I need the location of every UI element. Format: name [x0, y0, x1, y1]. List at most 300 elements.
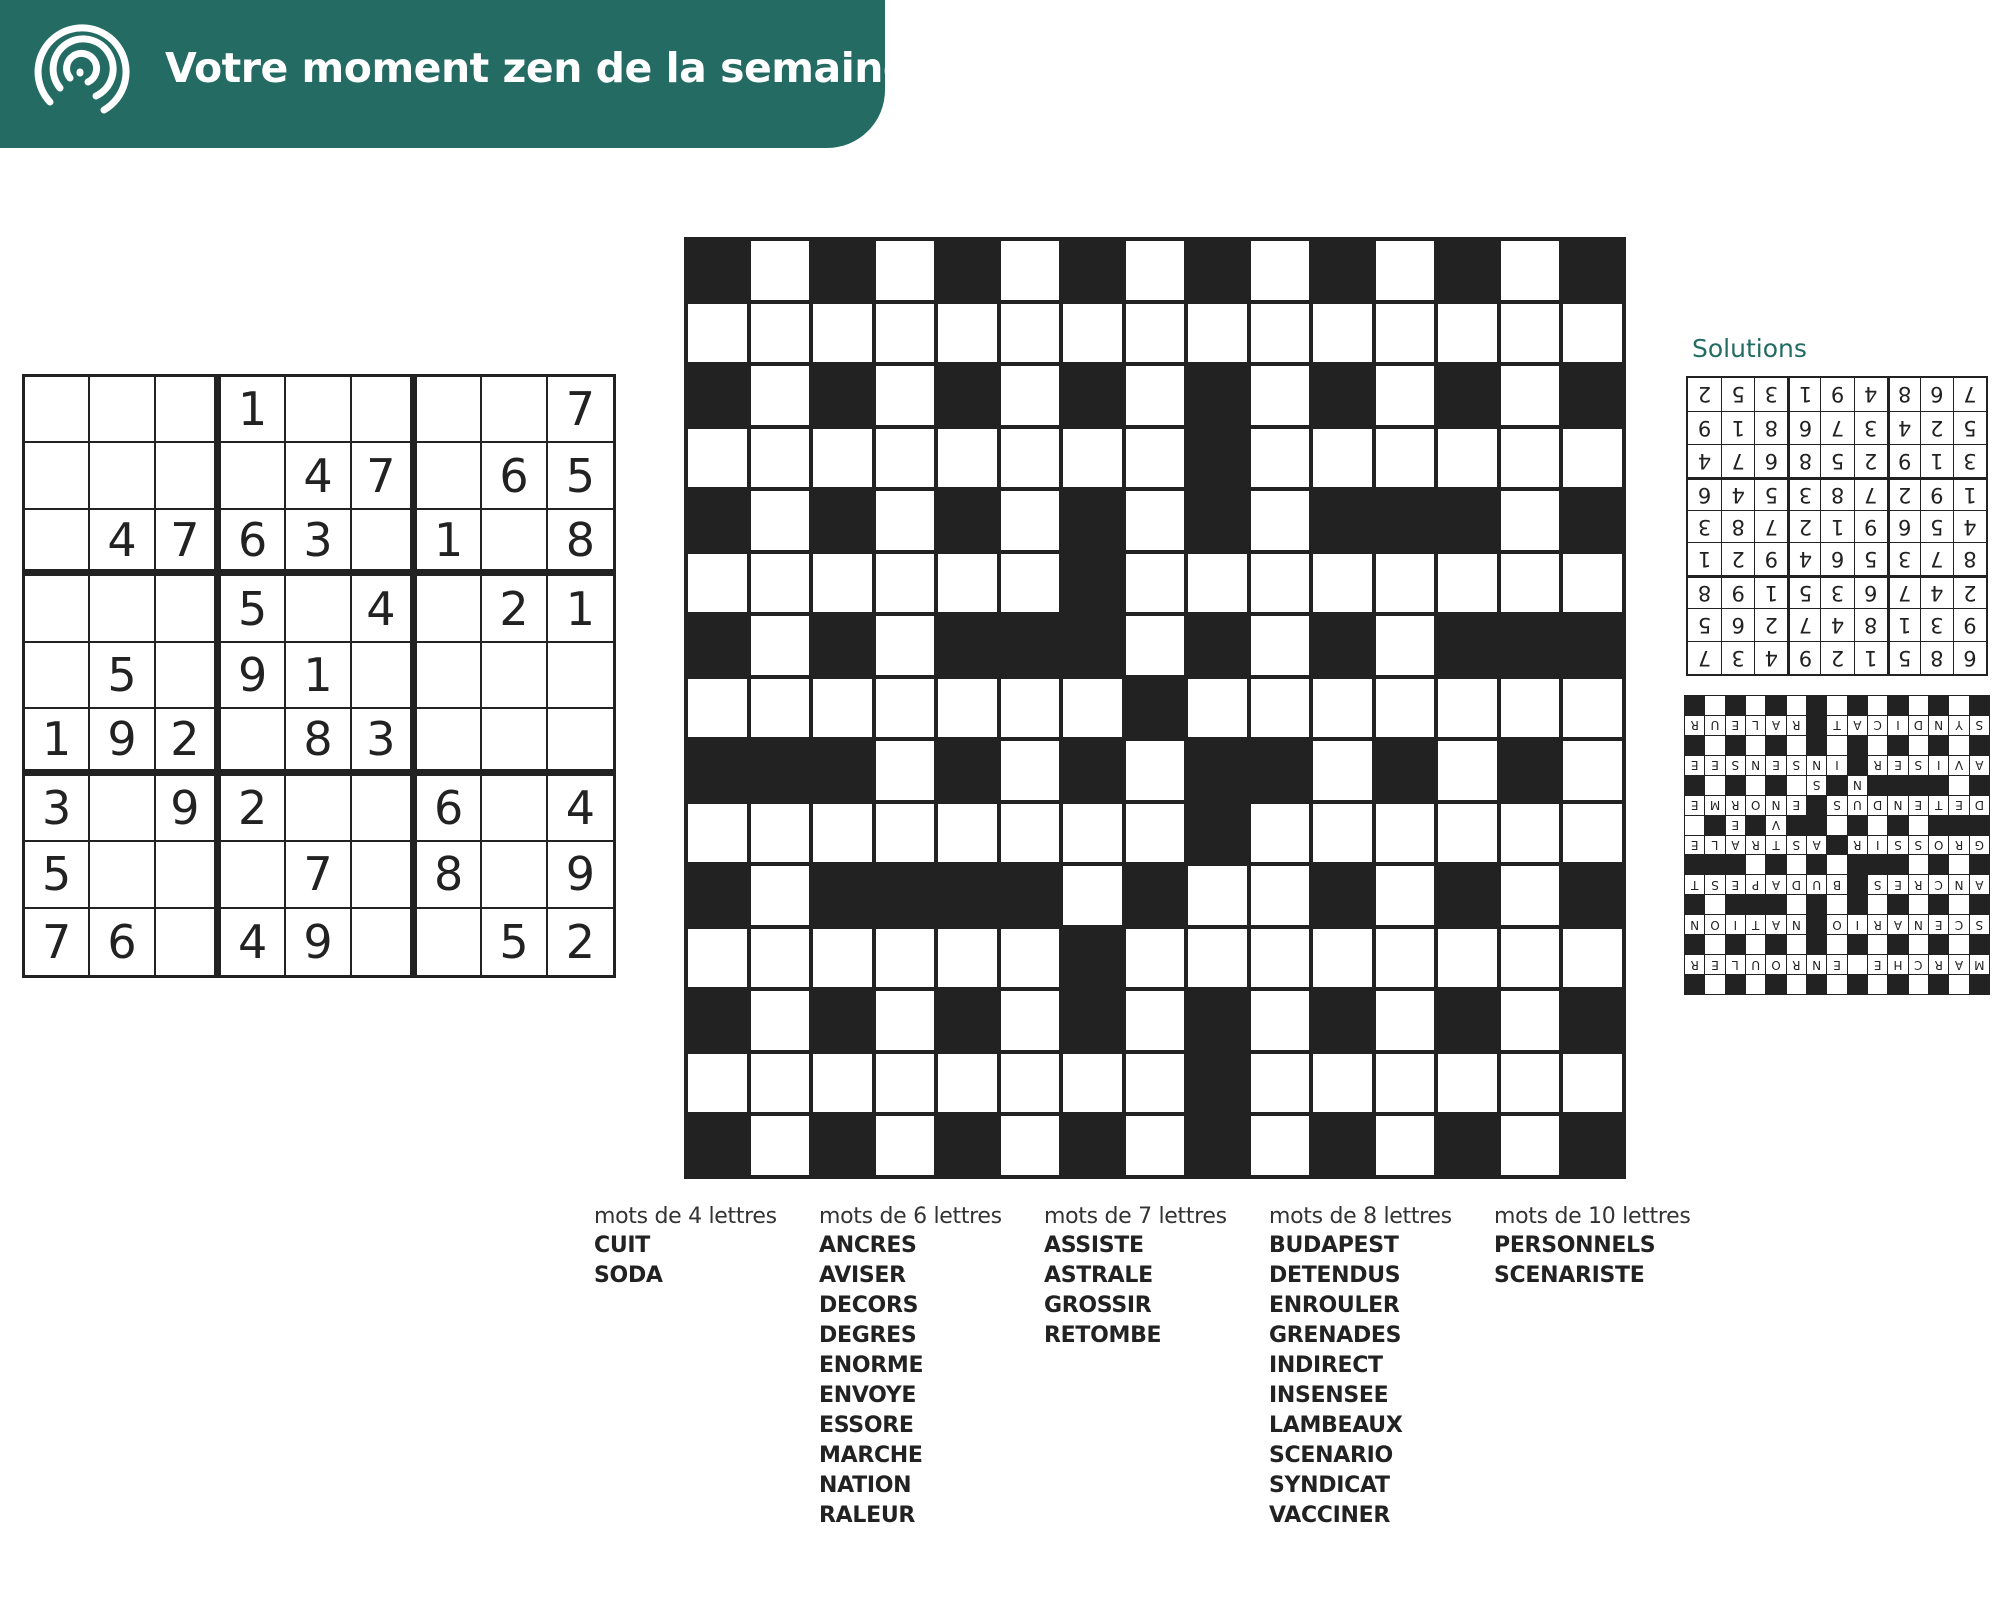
sudoku-cell: 6 — [221, 510, 286, 576]
crossword-white-cell — [1188, 929, 1247, 988]
sudoku-cell — [156, 443, 221, 509]
crossword-white-cell — [876, 304, 935, 363]
crossword-solution-cell — [1766, 736, 1785, 755]
crossword-solution-cell — [1685, 895, 1704, 914]
crossword-white-cell — [1313, 804, 1372, 863]
crossword-black-cell — [938, 741, 997, 800]
sudoku-solution-cell: 9 — [1688, 411, 1721, 444]
crossword-solution-cell: T — [1766, 836, 1785, 855]
crossword-black-cell — [688, 616, 747, 675]
crossword-solution-cell: A — [1726, 836, 1745, 855]
crossword-white-cell — [1063, 304, 1122, 363]
sudoku-solution-cell: 3 — [1920, 608, 1953, 641]
word-list-column — [1044, 1204, 1264, 1351]
crossword-solution-cell: N — [1807, 955, 1826, 974]
sudoku-solution-cell: 1 — [1920, 444, 1953, 477]
word-list — [594, 1231, 814, 1291]
crossword-solution-cell — [1787, 935, 1806, 954]
crossword-solution-cell — [1868, 855, 1887, 874]
crossword-solution-cell: R — [1746, 836, 1765, 855]
sudoku-cell: 5 — [548, 443, 613, 509]
crossword-white-cell — [688, 1054, 747, 1113]
crossword-solution-cell: C — [1868, 716, 1887, 735]
crossword-solution-cell: E — [1726, 816, 1745, 835]
sudoku-cell: 6 — [90, 909, 155, 975]
sudoku-cell — [482, 776, 547, 842]
sudoku-cell — [286, 576, 351, 642]
sudoku-solution-cell: 4 — [1754, 641, 1787, 674]
crossword-grid — [684, 237, 1626, 1179]
crossword-solution-cell — [1848, 816, 1867, 835]
crossword-white-cell — [1563, 804, 1622, 863]
crossword-white-cell — [938, 679, 997, 738]
crossword-white-cell — [1001, 679, 1060, 738]
crossword-white-cell — [938, 554, 997, 613]
crossword-black-cell — [1063, 491, 1122, 550]
crossword-solution-cell: D — [1909, 716, 1928, 735]
crossword-solution-cell: N — [1787, 915, 1806, 934]
sudoku-cell: 6 — [417, 776, 482, 842]
crossword-white-cell — [1001, 929, 1060, 988]
crossword-white-cell — [1501, 304, 1560, 363]
crossword-solution-cell: I — [1726, 915, 1745, 934]
sudoku-cell — [156, 576, 221, 642]
crossword-white-cell — [1501, 366, 1560, 425]
crossword-black-cell — [1438, 866, 1497, 925]
crossword-white-cell — [1376, 554, 1435, 613]
crossword-solution-cell: S — [1888, 836, 1907, 855]
crossword-solution-cell: E — [1705, 756, 1724, 775]
crossword-white-cell — [1313, 554, 1372, 613]
crossword-solution-cell — [1888, 736, 1907, 755]
sudoku-solution-cell: 1 — [1787, 378, 1820, 411]
crossword-solution-cell: U — [1807, 875, 1826, 894]
crossword-white-cell — [1188, 679, 1247, 738]
crossword-white-cell — [1001, 366, 1060, 425]
sudoku-solution-cell: 8 — [1721, 510, 1754, 543]
crossword-black-cell — [688, 866, 747, 925]
crossword-solution-cell — [1787, 816, 1806, 835]
sudoku-solution-cell: 5 — [1820, 444, 1853, 477]
crossword-white-cell — [1501, 679, 1560, 738]
crossword-solution-cell — [1848, 935, 1867, 954]
crossword-solution-cell — [1705, 855, 1724, 874]
crossword-solution-cell: A — [1766, 875, 1785, 894]
sudoku-cell — [417, 909, 482, 975]
crossword-solution-cell: N — [1888, 796, 1907, 815]
sudoku-solution-cell: 3 — [1688, 510, 1721, 543]
crossword-solution-cell — [1807, 975, 1826, 994]
crossword-solution-cell: I — [1848, 915, 1867, 934]
crossword-white-cell — [1376, 679, 1435, 738]
crossword-white-cell — [1501, 866, 1560, 925]
sudoku-cell — [25, 510, 90, 576]
crossword-solution-cell — [1726, 776, 1745, 795]
crossword-white-cell — [751, 804, 810, 863]
crossword-solution-cell: R — [1787, 716, 1806, 735]
sudoku-solution-cell: 8 — [1953, 542, 1986, 575]
crossword-black-cell — [813, 241, 872, 300]
crossword-white-cell — [1001, 241, 1060, 300]
crossword-white-cell — [1251, 491, 1310, 550]
sudoku-cell — [482, 709, 547, 775]
crossword-solution-cell — [1705, 776, 1724, 795]
crossword-solution-cell — [1868, 895, 1887, 914]
crossword-white-cell — [1001, 991, 1060, 1050]
sudoku-cell: 3 — [25, 776, 90, 842]
crossword-solution-cell — [1787, 696, 1806, 715]
crossword-solution-cell — [1705, 895, 1724, 914]
crossword-black-cell — [1313, 991, 1372, 1050]
crossword-white-cell — [1501, 991, 1560, 1050]
crossword-white-cell — [1251, 616, 1310, 675]
crossword-solution-cell: O — [1705, 915, 1724, 934]
crossword-black-cell — [1563, 866, 1622, 925]
crossword-black-cell — [938, 866, 997, 925]
crossword-solution-cell — [1868, 736, 1887, 755]
sudoku-solution-cell: 9 — [1820, 378, 1853, 411]
crossword-white-cell — [1188, 866, 1247, 925]
crossword-white-cell — [688, 679, 747, 738]
crossword-solution-cell: G — [1970, 836, 1989, 855]
crossword-black-cell — [1438, 366, 1497, 425]
crossword-black-cell — [813, 866, 872, 925]
crossword-white-cell — [1126, 1116, 1185, 1175]
sudoku-solution-cell: 8 — [1854, 608, 1887, 641]
crossword-solution-cell: S — [1705, 875, 1724, 894]
crossword-white-cell — [1251, 554, 1310, 613]
sudoku-solution-cell: 4 — [1820, 608, 1853, 641]
crossword-solution-cell — [1970, 975, 1989, 994]
crossword-solution-cell — [1909, 776, 1928, 795]
crossword-white-cell — [751, 679, 810, 738]
crossword-solution-cell: S — [1970, 716, 1989, 735]
crossword-solution-cell: R — [1848, 836, 1867, 855]
crossword-white-cell — [688, 304, 747, 363]
crossword-solution-cell — [1848, 895, 1867, 914]
crossword-white-cell — [1376, 991, 1435, 1050]
sudoku-cell — [90, 377, 155, 443]
sudoku-solution-cell: 3 — [1854, 411, 1887, 444]
crossword-solution-cell — [1868, 816, 1887, 835]
sudoku-solution-cell: 5 — [1754, 477, 1787, 510]
sudoku-cell — [221, 709, 286, 775]
page-title: Votre moment zen de la semaine — [165, 44, 911, 92]
sudoku-solution-cell: 5 — [1953, 411, 1986, 444]
crossword-white-cell — [751, 1054, 810, 1113]
word-item: ASTRALE — [1044, 1263, 1153, 1288]
sudoku-solution-cell: 6 — [1721, 608, 1754, 641]
crossword-solution-cell — [1949, 895, 1968, 914]
crossword-black-cell — [1001, 866, 1060, 925]
word-item: SODA — [594, 1263, 663, 1288]
crossword-solution-cell — [1970, 895, 1989, 914]
crossword-black-cell — [1063, 1116, 1122, 1175]
sudoku-solution-cell: 1 — [1854, 641, 1887, 674]
sudoku-solution-cell: 5 — [1688, 608, 1721, 641]
sudoku-cell — [221, 443, 286, 509]
sudoku-solution-cell: 9 — [1887, 444, 1920, 477]
crossword-black-cell — [1063, 554, 1122, 613]
crossword-solution-cell — [1909, 816, 1928, 835]
crossword-solution-cell — [1868, 975, 1887, 994]
crossword-white-cell — [1126, 929, 1185, 988]
crossword-white-cell — [938, 304, 997, 363]
sudoku-solution-cell: 1 — [1820, 510, 1853, 543]
crossword-white-cell — [1001, 1116, 1060, 1175]
crossword-white-cell — [1438, 1054, 1497, 1113]
sudoku-cell — [352, 377, 417, 443]
crossword-solution-cell: R — [1685, 955, 1704, 974]
crossword-solution-cell: B — [1827, 875, 1846, 894]
crossword-solution-grid — [1684, 695, 1990, 995]
sudoku-cell — [482, 842, 547, 908]
crossword-black-cell — [938, 616, 997, 675]
crossword-solution-cell: E — [1888, 756, 1907, 775]
sudoku-solution-cell: 1 — [1754, 575, 1787, 608]
crossword-white-cell — [1438, 304, 1497, 363]
crossword-white-cell — [813, 429, 872, 488]
crossword-black-cell — [1188, 491, 1247, 550]
crossword-white-cell — [751, 304, 810, 363]
crossword-solution-cell — [1807, 716, 1826, 735]
crossword-solution-cell: L — [1726, 955, 1745, 974]
word-item: BUDAPEST — [1269, 1233, 1399, 1258]
sudoku-solution-cell: 1 — [1953, 477, 1986, 510]
crossword-solution-cell: A — [1970, 756, 1989, 775]
word-list — [1494, 1231, 1714, 1291]
crossword-white-cell — [1501, 491, 1560, 550]
crossword-solution-cell: A — [1848, 716, 1867, 735]
crossword-white-cell — [751, 366, 810, 425]
crossword-solution-cell: E — [1766, 756, 1785, 775]
crossword-solution-cell — [1726, 855, 1745, 874]
crossword-white-cell — [813, 929, 872, 988]
crossword-solution-cell: A — [1888, 915, 1907, 934]
crossword-solution-cell: C — [1929, 875, 1948, 894]
sudoku-cell — [25, 443, 90, 509]
crossword-black-cell — [1001, 616, 1060, 675]
crossword-solution-cell — [1746, 776, 1765, 795]
sudoku-cell — [221, 842, 286, 908]
sudoku-cell: 4 — [548, 776, 613, 842]
crossword-solution-cell — [1929, 975, 1948, 994]
crossword-white-cell — [1251, 304, 1310, 363]
crossword-white-cell — [1126, 366, 1185, 425]
crossword-solution-cell — [1766, 975, 1785, 994]
crossword-white-cell — [938, 429, 997, 488]
crossword-white-cell — [1188, 554, 1247, 613]
crossword-solution-cell — [1848, 955, 1867, 974]
crossword-black-cell — [1563, 491, 1622, 550]
sudoku-cell: 4 — [352, 576, 417, 642]
crossword-solution-cell — [1685, 935, 1704, 954]
crossword-solution-cell — [1929, 696, 1948, 715]
crossword-solution-cell — [1868, 696, 1887, 715]
crossword-solution-cell: E — [1685, 836, 1704, 855]
word-list — [819, 1231, 1039, 1531]
word-item: GRENADES — [1269, 1323, 1402, 1348]
sudoku-solution-cell: 8 — [1754, 411, 1787, 444]
crossword-solution-cell — [1909, 935, 1928, 954]
crossword-black-cell — [1501, 741, 1560, 800]
crossword-solution-cell — [1827, 855, 1846, 874]
crossword-solution-cell — [1746, 736, 1765, 755]
crossword-solution-cell: E — [1705, 955, 1724, 974]
crossword-solution-cell — [1685, 736, 1704, 755]
crossword-white-cell — [1251, 991, 1310, 1050]
sudoku-solution-cell: 7 — [1854, 477, 1887, 510]
crossword-solution-cell: O — [1929, 836, 1948, 855]
sudoku-cell: 9 — [156, 776, 221, 842]
sudoku-cell — [417, 576, 482, 642]
sudoku-cell: 7 — [548, 377, 613, 443]
crossword-black-cell — [1313, 866, 1372, 925]
word-list-column — [1269, 1204, 1489, 1531]
crossword-solution-cell — [1970, 816, 1989, 835]
sudoku-cell: 5 — [90, 643, 155, 709]
sudoku-solution-cell: 7 — [1754, 510, 1787, 543]
sudoku-solution-cell: 8 — [1688, 575, 1721, 608]
crossword-white-cell — [1438, 554, 1497, 613]
sudoku-solution-cell: 4 — [1854, 378, 1887, 411]
crossword-solution-cell: R — [1868, 915, 1887, 934]
crossword-white-cell — [1313, 929, 1372, 988]
crossword-white-cell — [1313, 1054, 1372, 1113]
header-banner — [0, 0, 911, 148]
crossword-white-cell — [813, 679, 872, 738]
crossword-solution-cell: T — [1929, 796, 1948, 815]
crossword-solution-cell: O — [1827, 915, 1846, 934]
crossword-solution-cell — [1787, 895, 1806, 914]
sudoku-cell — [90, 443, 155, 509]
sudoku-solution-cell: 8 — [1920, 641, 1953, 674]
crossword-white-cell — [1126, 991, 1185, 1050]
crossword-solution-cell — [1949, 855, 1968, 874]
sudoku-solution-cell: 1 — [1721, 411, 1754, 444]
crossword-white-cell — [1063, 429, 1122, 488]
crossword-solution-cell — [1746, 855, 1765, 874]
crossword-white-cell — [1438, 741, 1497, 800]
sudoku-solution-cell: 8 — [1820, 477, 1853, 510]
crossword-solution-cell: N — [1766, 796, 1785, 815]
crossword-solution-cell — [1685, 975, 1704, 994]
crossword-white-cell — [751, 929, 810, 988]
crossword-black-cell — [1251, 741, 1310, 800]
sudoku-cell — [156, 643, 221, 709]
crossword-white-cell — [1376, 804, 1435, 863]
sudoku-solution-cell: 2 — [1953, 575, 1986, 608]
crossword-white-cell — [1376, 366, 1435, 425]
crossword-black-cell — [688, 241, 747, 300]
sudoku-cell: 9 — [221, 643, 286, 709]
sudoku-solution-cell: 4 — [1953, 510, 1986, 543]
sudoku-cell — [25, 576, 90, 642]
crossword-solution-cell — [1909, 736, 1928, 755]
crossword-solution-cell — [1929, 816, 1948, 835]
crossword-white-cell — [876, 929, 935, 988]
sudoku-solution-cell: 6 — [1688, 477, 1721, 510]
sudoku-cell — [90, 576, 155, 642]
crossword-solution-cell — [1827, 736, 1846, 755]
crossword-solution-cell — [1909, 696, 1928, 715]
crossword-black-cell — [1188, 429, 1247, 488]
sudoku-cell — [548, 643, 613, 709]
crossword-white-cell — [1563, 429, 1622, 488]
crossword-white-cell — [1251, 241, 1310, 300]
crossword-white-cell — [1126, 304, 1185, 363]
crossword-solution-cell: R — [1909, 875, 1928, 894]
word-item: VACCINER — [1269, 1503, 1391, 1528]
sudoku-solution-cell: 2 — [1721, 542, 1754, 575]
crossword-solution-cell — [1705, 935, 1724, 954]
crossword-white-cell — [1001, 491, 1060, 550]
word-item: PERSONNELS — [1494, 1233, 1656, 1258]
crossword-white-cell — [1251, 929, 1310, 988]
crossword-solution-cell: L — [1705, 836, 1724, 855]
sudoku-solution-cell: 7 — [1787, 608, 1820, 641]
crossword-white-cell — [1188, 304, 1247, 363]
crossword-solution-cell — [1848, 855, 1867, 874]
crossword-solution-cell: M — [1705, 796, 1724, 815]
crossword-white-cell — [1376, 1116, 1435, 1175]
crossword-black-cell — [1438, 241, 1497, 300]
crossword-solution-cell — [1970, 776, 1989, 795]
crossword-white-cell — [1126, 491, 1185, 550]
crossword-solution-cell — [1929, 895, 1948, 914]
crossword-solution-cell — [1726, 895, 1745, 914]
crossword-solution-cell — [1827, 816, 1846, 835]
sudoku-cell: 9 — [548, 842, 613, 908]
crossword-solution-cell: S — [1970, 915, 1989, 934]
sudoku-cell: 4 — [221, 909, 286, 975]
sudoku-cell: 5 — [221, 576, 286, 642]
crossword-black-cell — [1313, 491, 1372, 550]
crossword-solution-cell: D — [1868, 796, 1887, 815]
crossword-black-cell — [1563, 1116, 1622, 1175]
crossword-solution-cell: U — [1848, 796, 1867, 815]
crossword-white-cell — [1001, 804, 1060, 863]
crossword-black-cell — [813, 616, 872, 675]
word-list-heading: mots de 8 lettres — [1269, 1204, 1452, 1229]
crossword-black-cell — [1063, 241, 1122, 300]
word-item: RETOMBE — [1044, 1323, 1162, 1348]
word-item: DETENDUS — [1269, 1263, 1401, 1288]
crossword-white-cell — [876, 616, 935, 675]
crossword-black-cell — [1188, 804, 1247, 863]
sudoku-solution-cell: 4 — [1920, 575, 1953, 608]
crossword-solution-cell — [1888, 935, 1907, 954]
sudoku-cell: 8 — [417, 842, 482, 908]
crossword-white-cell — [751, 491, 810, 550]
crossword-white-cell — [1376, 241, 1435, 300]
crossword-solution-cell: S — [1909, 756, 1928, 775]
crossword-black-cell — [1188, 1054, 1247, 1113]
crossword-white-cell — [1563, 679, 1622, 738]
crossword-white-cell — [1438, 929, 1497, 988]
crossword-solution-cell: N — [1746, 756, 1765, 775]
crossword-black-cell — [1563, 991, 1622, 1050]
crossword-solution-cell — [1787, 855, 1806, 874]
crossword-black-cell — [1438, 616, 1497, 675]
sudoku-solution-cell: 3 — [1787, 477, 1820, 510]
crossword-solution-cell: A — [1949, 955, 1968, 974]
crossword-white-cell — [876, 366, 935, 425]
crossword-solution-cell: M — [1970, 955, 1989, 974]
sudoku-cell — [286, 377, 351, 443]
crossword-solution-cell: A — [1766, 915, 1785, 934]
crossword-solution-cell: R — [1868, 756, 1887, 775]
